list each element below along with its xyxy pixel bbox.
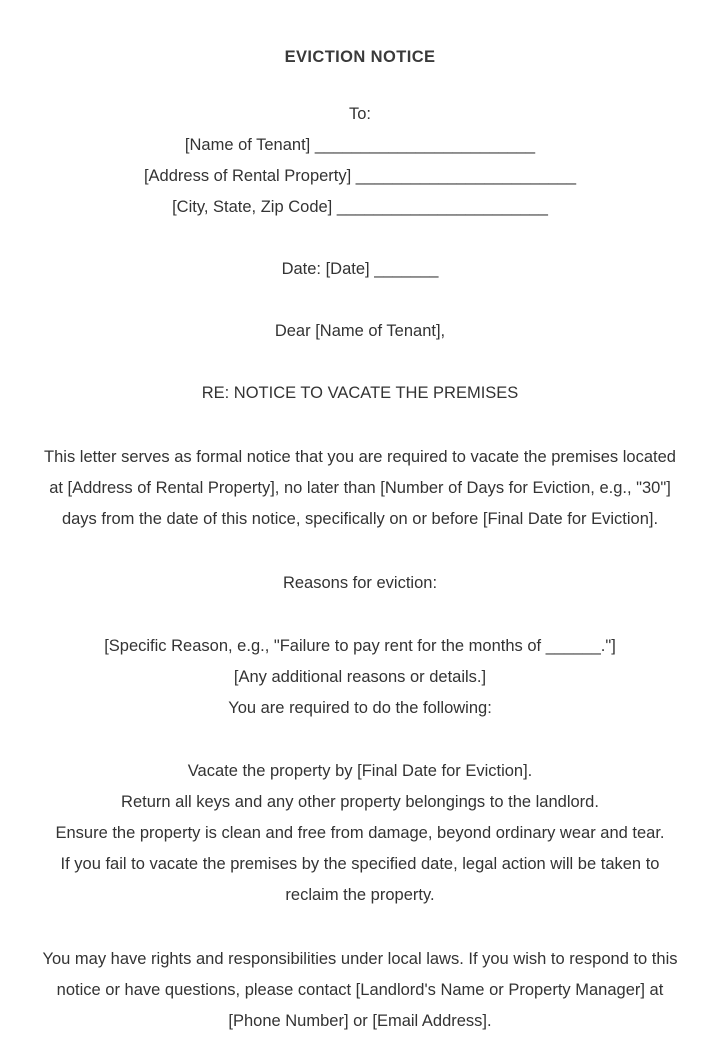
- body-paragraph-block: [42, 442, 678, 535]
- to-label: To:: [348, 104, 371, 123]
- requirement-item-return-keys: Return all keys and any other property belongings to the landlord.: [121, 792, 599, 811]
- subject-line: RE: NOTICE TO VACATE THE PREMISES: [201, 383, 519, 402]
- salutation-block: [42, 316, 678, 347]
- page-title: EVICTION NOTICE: [284, 48, 436, 66]
- city-state-zip-field-line[interactable]: [City, State, Zip Code] _______________________: [172, 197, 548, 216]
- rental-address-field-line[interactable]: [Address of Rental Property] ________________________: [143, 166, 577, 185]
- reason-item-additional[interactable]: [Any additional reasons or details.]: [233, 667, 487, 686]
- date-block: [42, 254, 678, 285]
- salutation-line: Dear [Name of Tenant],: [274, 321, 446, 340]
- requirement-item-clean: Ensure the property is clean and free from damage, beyond ordinary wear and tear.: [55, 823, 665, 842]
- body-paragraph: This letter serves as formal notice that you are required to vacate the premises located at [Address of Rental Property], no later than [Number of Days for Eviction, e.g., "30"] days from the date of this notice, specifically on or before [Final Date for Eviction].: [44, 447, 676, 528]
- requirements-block: [42, 756, 678, 911]
- reasons-heading-block: [42, 568, 678, 599]
- reasons-block: [42, 631, 678, 724]
- tenant-name-field-line[interactable]: [Name of Tenant] ________________________: [184, 135, 536, 154]
- closing-block: [42, 944, 678, 1037]
- requirement-item-legal-action: If you fail to vacate the premises by the specified date, legal action will be taken to reclaim the property.: [60, 854, 660, 904]
- date-field-line[interactable]: Date: [Date] _______: [281, 259, 439, 278]
- reasons-heading: Reasons for eviction:: [282, 573, 438, 592]
- recipient-block: [42, 99, 678, 223]
- closing-paragraph: You may have rights and responsibilities under local laws. If you wish to respond to this notice or have questions, please contact [Landlord's Name or Property Manager] at [Phone Number] or [Email Address].: [42, 949, 678, 1030]
- requirement-item-vacate: Vacate the property by [Final Date for Eviction].: [187, 761, 533, 780]
- requirements-intro: You are required to do the following:: [228, 698, 492, 717]
- reason-item-specific[interactable]: [Specific Reason, e.g., "Failure to pay rent for the months of ______."]: [104, 636, 616, 655]
- subject-block: [42, 378, 678, 409]
